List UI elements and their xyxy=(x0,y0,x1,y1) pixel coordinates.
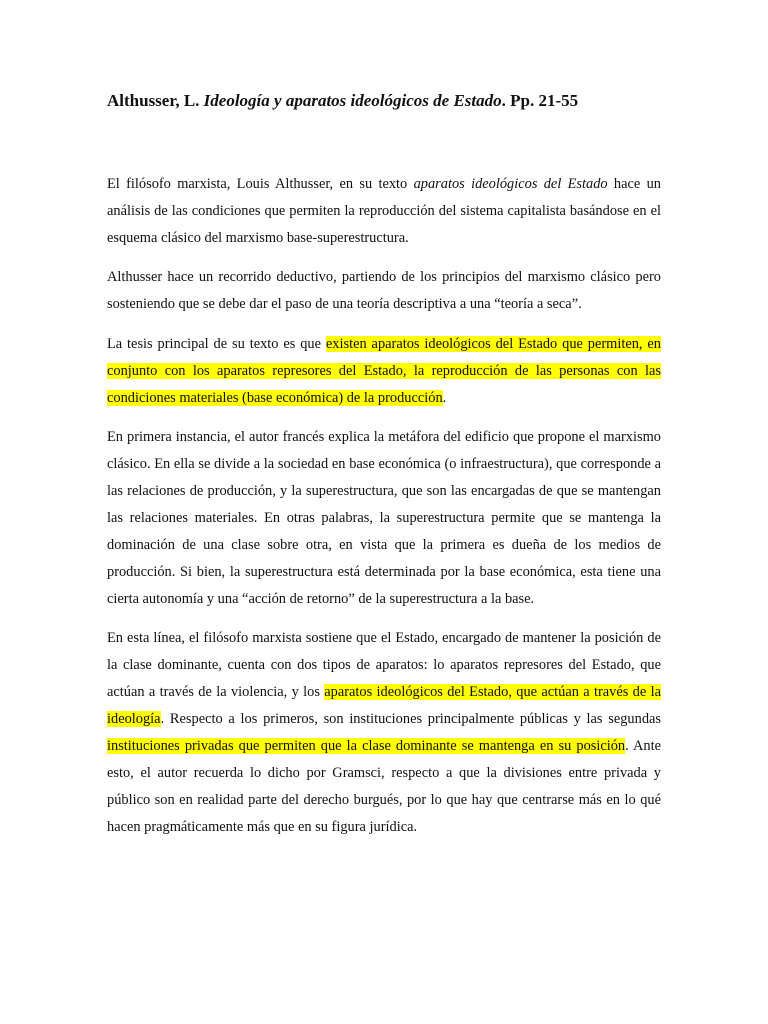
document-body xyxy=(107,171,661,841)
paragraph xyxy=(107,171,661,252)
text-segment: En esta línea, el filósofo marxista sostiene que el Estado, encargado de mantener la posición de la clase dominante, cuenta con dos tipos de aparatos: lo aparatos represores del Estado, que actúan a través de la violencia, y los xyxy=(107,630,661,701)
document-title xyxy=(107,80,661,122)
text-segment: . Respecto a los primeros, son instituciones principalmente públicas y las segundas xyxy=(160,711,661,728)
document-page xyxy=(107,80,661,853)
paragraph xyxy=(107,331,661,412)
text-segment: hace un análisis de las condiciones que permiten la reproducción del sistema capitalista basándose en el esquema clásico del marxismo base-superestructura. xyxy=(107,176,661,246)
highlighted-text: instituciones privadas que permiten que la clase dominante se mantenga en su posición xyxy=(107,737,626,754)
title-work: Ideología y aparatos ideológicos de Estado xyxy=(203,91,502,110)
text-segment: La tesis principal de su texto es que xyxy=(107,335,326,352)
paragraph xyxy=(107,424,661,612)
title-pages: . Pp. 21-55 xyxy=(501,91,579,110)
text-segment: . Ante esto, el autor recuerda lo dicho por Gramsci, respecto a que la divisiones entre privada y público son en realidad parte del derecho burgués, por lo que hay que centrarse más en lo qué hacen pragmáticamente más que en su figura jurídica. xyxy=(107,737,661,835)
highlighted-text: existen aparatos ideológicos del Estado que permiten, en conjunto con los aparatos represores del Estado, la reproducción de las personas con las condiciones materiales (base económica) de la producción xyxy=(107,335,661,406)
text-segment: Althusser hace un recorrido deductivo, partiendo de los principios del marxismo clásico pero sosteniendo que se debe dar el paso de una teoría descriptiva a una “teoría a seca”. xyxy=(107,269,661,313)
title-author: Althusser, L. xyxy=(107,91,204,110)
paragraph xyxy=(107,625,661,840)
italic-text: aparatos ideológicos del Estado xyxy=(413,176,608,192)
text-segment: El filósofo marxista, Louis Althusser, en su texto xyxy=(107,176,414,192)
text-segment: En primera instancia, el autor francés explica la metáfora del edificio que propone el marxismo clásico. En ella se divide a la sociedad en base económica (o infraestructura), que corresponde a las relaciones de producción, y la superestructura, que son las encargadas de que se mantengan las relaciones materiales. En otras palabras, la superestructura permite que se mantenga la dominación de una clase sobre otra, en vista que la primera es dueña de los medios de producción. Si bien, la superestructura está determinada por la base económica, esta tiene una cierta autonomía y una “acción de retorno” de la superestructura a la base. xyxy=(107,429,661,607)
highlighted-text: aparatos ideológicos del Estado, que actúan a través de la ideología xyxy=(107,684,661,728)
paragraph xyxy=(107,264,661,318)
text-segment: . xyxy=(442,389,447,406)
